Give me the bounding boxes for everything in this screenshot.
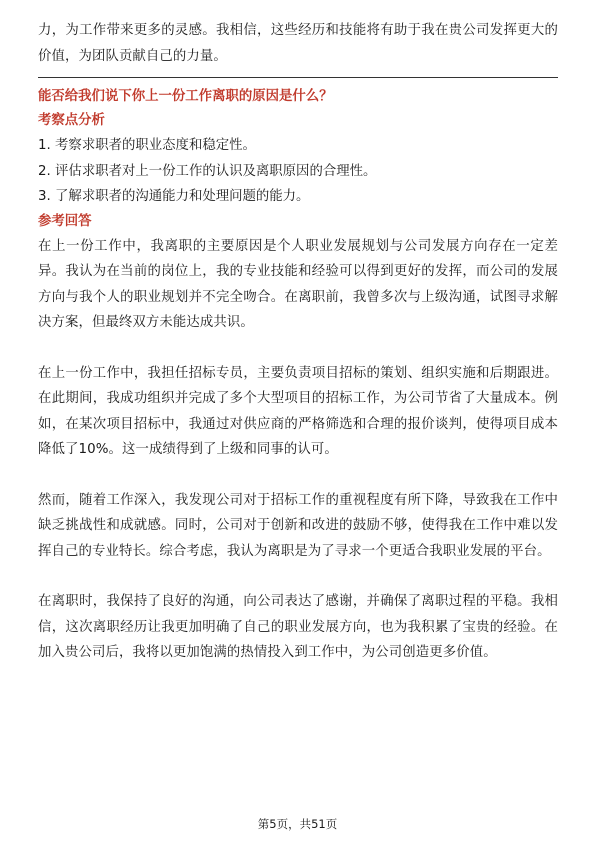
answer-paragraph-text: 在离职时，我保持了良好的沟通，向公司表达了感谢，并确保了离职过程的平稳。我相信，这次离职经历让我更加明确了自己的职业发展方向，也为我积累了宝贵的经验。在加入贵公司后，我将以更加饱满的热情投入到工作中，为公司创造更多价值。 (38, 594, 558, 660)
intro-paragraph: 力，为工作带来更多的灵感。我相信，这些经历和技能将有助于我在贵公司发挥更大的价值，为团队贡献自己的力量。 (38, 23, 558, 64)
section-divider (38, 77, 558, 78)
answer-title: 参考回答 (38, 213, 92, 229)
answer-paragraph (38, 589, 558, 666)
document-page (38, 18, 558, 666)
page-number-footer: 第5页，共51页 (257, 817, 338, 831)
answer-paragraph-text: 然而，随着工作深入，我发现公司对于招标工作的重视程度有所下降，导致我在工作中缺乏挑战性和成就感。同时，公司对于创新和改进的鼓励不够，使得我在工作中难以发挥自己的专业特长。综合考虑，我认为离职是为了寻求一个更适合我职业发展的平台。 (38, 492, 558, 559)
analysis-point: 3. 了解求职者的沟通能力和处理问题的能力。 (38, 189, 310, 204)
analysis-point: 1. 考察求职者的职业态度和稳定性。 (38, 138, 256, 153)
answer-paragraph-text: 在上一份工作中，我离职的主要原因是个人职业发展规划与公司发展方向存在一定差异。我认为在当前的岗位上，我的专业技能和经验可以得到更好的发挥，而公司的发展方向与我个人的职业规划并不完全吻合。在离职前，我曾多次与上级沟通，试图寻求解决方案，但最终双方未能达成共识。 (38, 238, 558, 330)
answer-paragraph (38, 488, 558, 565)
analysis-point: 2. 评估求职者对上一份工作的认识及离职原因的合理性。 (38, 163, 377, 179)
question-heading: 能否给我们说下你上一份工作离职的原因是什么？ (38, 89, 333, 104)
answer-paragraph-text: 在上一份工作中，我担任招标专员，主要负责项目招标的策划、组织实施和后期跟进。在此期间，我成功组织并完成了多个大型项目的招标工作，为公司节省了大量成本。例如，在某次项目招标中，我通过对供应商的严格筛选和合理的报价谈判，使得项目成本降低了10%。这一成绩得到了上级和同事的认可。 (38, 365, 558, 457)
analysis-title: 考察点分析 (38, 113, 105, 128)
answer-paragraph (38, 361, 558, 463)
answer-paragraph (38, 234, 558, 336)
